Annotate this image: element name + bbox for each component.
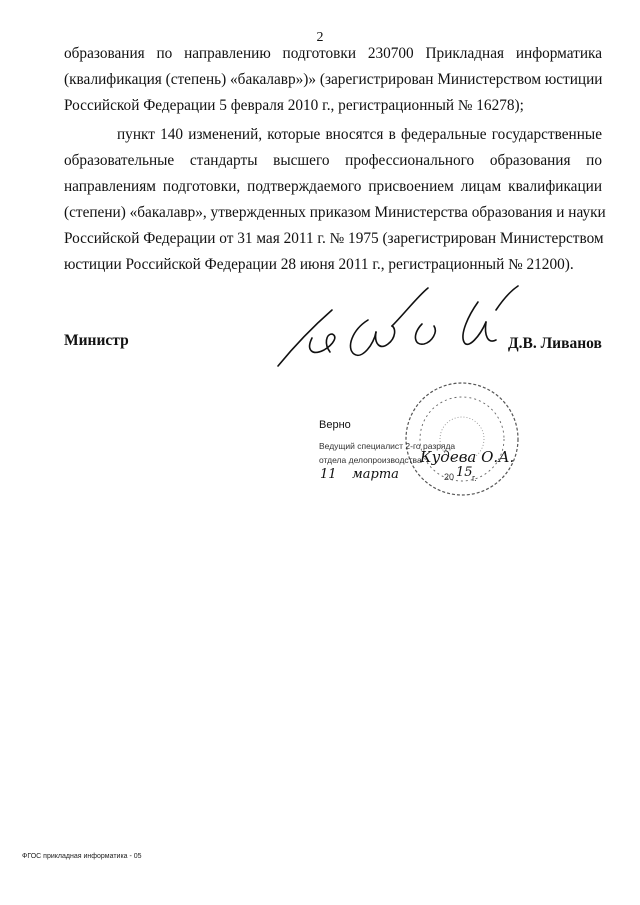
body-line-9: юстиции Российской Федерации 28 июня 2011 г., регистрационный № 21200). [64,256,574,273]
body-line-4: пункт 140 изменений, которые вносятся в федеральные государственные [117,126,602,143]
certification-year-prefix: 20 [444,472,455,482]
certification-date-month: марта [352,467,399,482]
footer-label: ФГОС прикладная информатика - 05 [22,853,142,860]
body-line-6: направлениям подготовки, подтверждаемого присвоением лицам квалификации [64,178,602,195]
signatory-title: Министр [64,332,129,349]
certification-year-unit: г. [472,473,477,483]
body-line-2: (квалификация (степень) «бакалавр»)» (зарегистрирован Министерством юстиции [64,71,603,88]
signatory-name: Д.В. Ливанов [508,335,602,352]
page-number: 2 [316,30,324,45]
body-line-7: (степени) «бакалавр», утвержденных приказом Министерства образования и науки [64,204,606,221]
certification-position-line1: Ведущий специалист 2-го разряда [319,441,456,451]
body-line-8: Российской Федерации от 31 мая 2011 г. № 1975 (зарегистрирован Министерством [64,230,604,247]
certification-title: Верно [319,419,351,431]
body-line-5: образовательные стандарты высшего профессионального образования по [64,152,602,169]
certifier-handwritten-name: Кудева О.А. [420,448,515,466]
round-seal [392,380,532,498]
certification-year-suffix: 15 [456,465,473,480]
certification-position-line2: отдела делопроизводства [319,455,422,465]
certification-date-day: 11 [320,467,337,482]
minister-signature [272,280,522,370]
body-line-3: Российской Федерации 5 февраля 2010 г., регистрационный № 16278); [64,97,524,114]
body-line-1: образования по направлению подготовки 230700 Прикладная информатика [64,45,602,62]
